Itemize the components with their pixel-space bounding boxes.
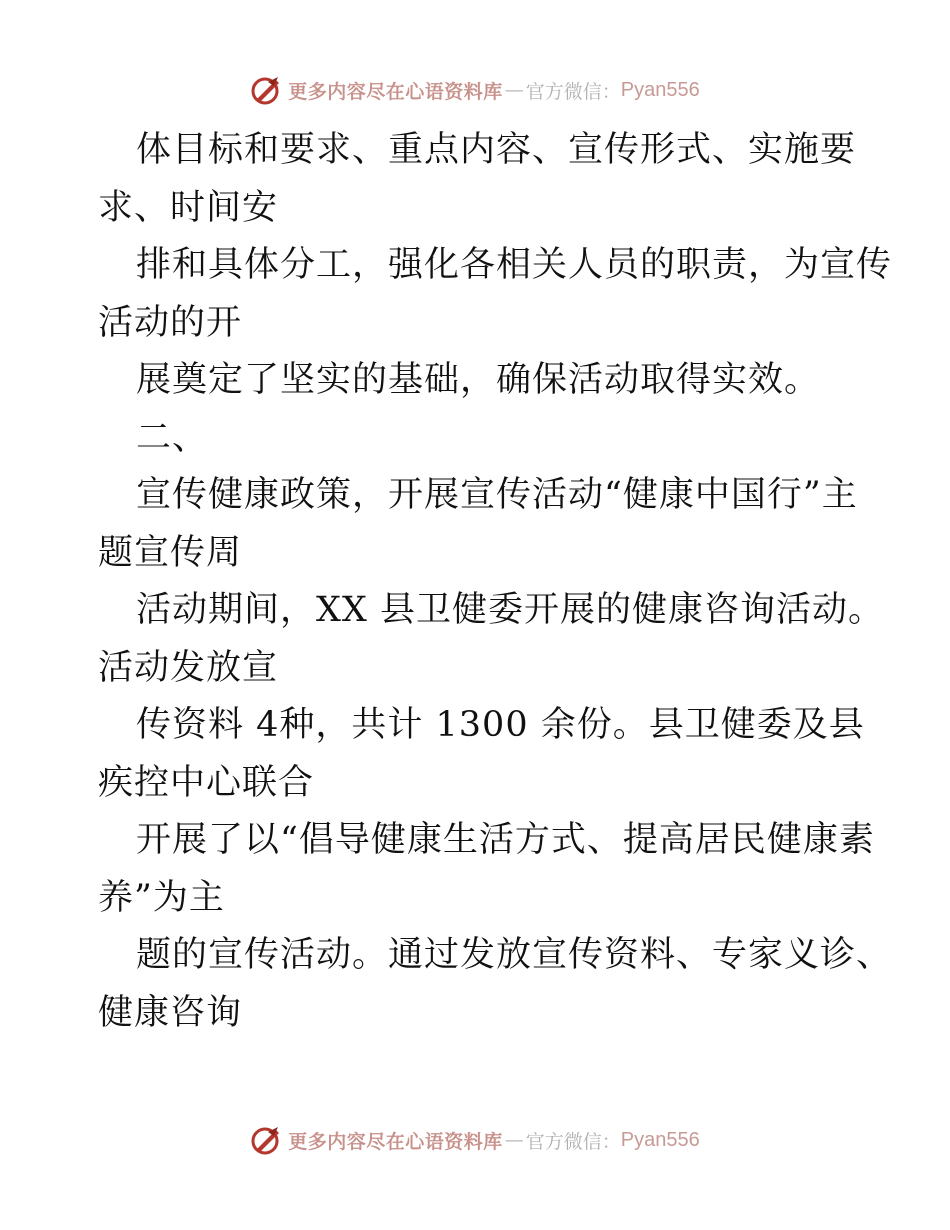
watermark-separator: — <box>504 1129 524 1151</box>
watermark-wechat-id: Pyan556 <box>620 1128 700 1151</box>
paragraph-line: 活动发放宣 <box>98 647 279 688</box>
quill-pen-circle-icon <box>250 1124 282 1156</box>
paragraph-line: 求、时间安 <box>98 187 279 228</box>
footer-watermark <box>0 1120 950 1160</box>
paragraph-line: 开展了以“倡导健康生活方式、提高居民健康素 <box>136 820 875 860</box>
watermark-wechat-id: Pyan556 <box>620 78 700 101</box>
paragraph-line: 疾控中心联合 <box>98 762 315 803</box>
paragraph-line: 健康咨询 <box>98 992 243 1033</box>
paragraph-line: 活动期间，XX 县卫健委开展的健康咨询活动。 <box>136 590 884 630</box>
paragraph-line: 展奠定了坚实的基础，确保活动取得实效。 <box>136 360 821 400</box>
section-number: 二、 <box>136 417 209 458</box>
section-heading-line: 题宣传周 <box>98 532 243 573</box>
watermark-site-name: 更多内容尽在心语资料库 <box>288 80 503 103</box>
paragraph-line: 体目标和要求、重点内容、宣传形式、实施要 <box>136 130 857 170</box>
paragraph-line: 活动的开 <box>98 302 243 343</box>
paragraph-line: 传资料 4种，共计 1300 余份。县卫健委及县 <box>136 705 865 745</box>
paragraph-line: 排和具体分工，强化各相关人员的职责，为宣传 <box>136 245 893 285</box>
section-heading-line: 宣传健康政策，开展宣传活动“健康中国行”主 <box>136 475 858 515</box>
watermark-site-name: 更多内容尽在心语资料库 <box>288 1130 503 1153</box>
watermark-wechat-label: 官方微信： <box>525 80 621 103</box>
paragraph-line: 题的宣传活动。通过发放宣传资料、专家义诊、 <box>136 935 893 975</box>
header-watermark <box>0 70 950 110</box>
document-body <box>98 122 893 1042</box>
paragraph-line: 养”为主 <box>98 877 225 918</box>
watermark-separator: — <box>504 79 524 101</box>
watermark-wechat-label: 官方微信： <box>525 1130 621 1153</box>
quill-pen-circle-icon <box>250 74 282 106</box>
